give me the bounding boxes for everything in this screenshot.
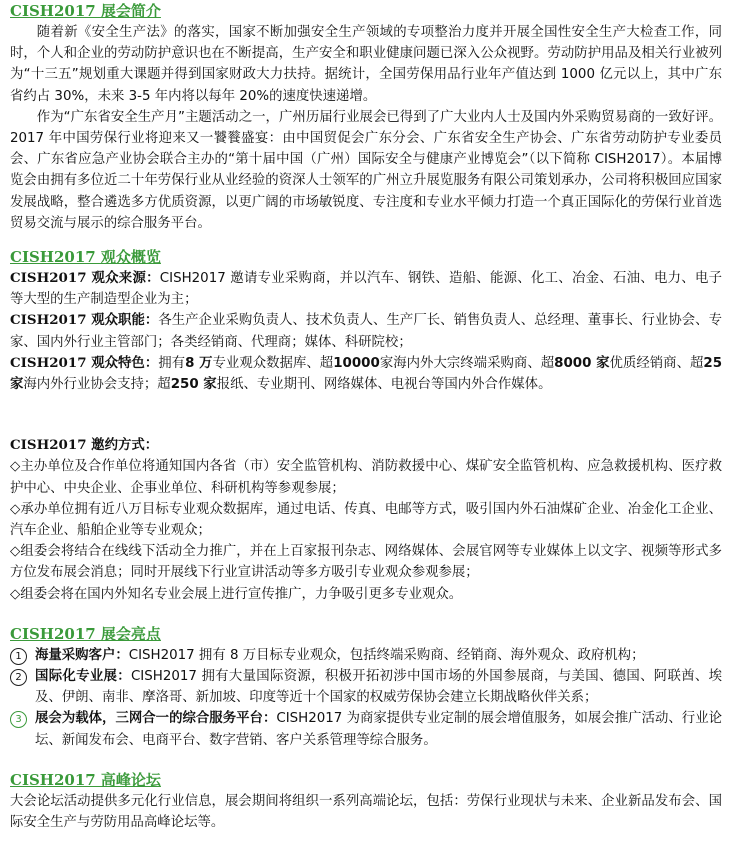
features-number-1: 8 万	[185, 355, 213, 371]
number-3-icon: 3	[10, 711, 27, 728]
highlight-item	[10, 708, 722, 750]
features-text-4: 优质经销商、超	[609, 355, 704, 371]
invite-item-4: ◇组委会将在国内外知名专业会展上进行宣传推广，力争吸引更多专业观众。	[10, 586, 463, 602]
article	[10, 0, 722, 833]
number-1-icon: 1	[10, 648, 27, 665]
intro-paragraph-2: 作为“广东省安全生产月”主题活动之一，广州历届行业展会已得到了广大业内人士及国内外采购贸易商的一致好评。2017 年中国劳保行业将迎来又一饕餮盛宴：由中国贸促会广东分会、广东省安全生产协会、广东省劳动防护专业委员会、广东省应急产业协会联合主办的“第十届中国（广州）国际安全与健康产业博览会”（以下简称 CISH2017）。本届博览会由拥有多位近二十年劳保行业从业经验的资深人士领军的广州立升展览服务有限公司策划承办，公司将积极回应国家发展战略，整合遴选多方优质资源，以更广阔的市场敏锐度、专注度和专业水平倾力打造一个真正国际化的劳保行业首选贸易交流与展示的综合服务平台。	[10, 109, 722, 231]
section-heading-intro: CISH2017 展会简介	[10, 2, 161, 20]
invite-item-1: ◇主办单位及合作单位将通知国内各省（市）安全监管机构、消防救援中心、煤矿安全监管机构、应急救援机构、医疗救护中心、中央企业、企事业单位、科研机构等参观参展；	[10, 459, 722, 496]
audience-features-label: CISH2017 观众特色：	[10, 354, 159, 371]
audience-source-label: CISH2017 观众来源：	[10, 270, 160, 287]
audience-source-text: CISH2017 邀请专业采购商，并以汽车、钢铁、造船、能源、化工、冶金、石油、电力、电子等大型的生产制造型企业为主；	[10, 271, 722, 308]
features-number-4: 25 家	[10, 355, 723, 393]
features-text-3: 家海内外大宗终端采购商、超	[379, 355, 555, 371]
section-heading-forum: CISH2017 高峰论坛	[10, 770, 161, 789]
features-text-1: 拥有	[158, 355, 186, 371]
audience-roles-text: 各生产企业采购负责人、技术负责人、生产厂长、销售负责人、总经理、董事长、行业协会、专家、国内外行业主管部门；各类经销商、代理商；媒体、科研院校；	[10, 313, 722, 350]
invite-item-3: ◇组委会将结合在线线下活动全力推广，并在上百家报刊杂志、网络媒体、会展官网等专业媒体上以文字、视频等形式多方位发布展会消息；同时开展线下行业宣讲活动等多方吸引专业观众参观参展；	[10, 544, 722, 581]
highlight-label: 展会为载体，三网合一的综合服务平台：	[35, 710, 277, 727]
audience-roles-label: CISH2017 观众职能：	[10, 312, 159, 329]
highlight-item	[10, 645, 722, 666]
invite-label: CISH2017 邀约方式：	[10, 437, 159, 454]
audience-features	[10, 353, 722, 395]
highlight-text: CISH2017 为商家提供专业定制的展会增值服务，如展会推广活动、行业论坛、新闻发布会、电商平台、数字营销、客户关系管理等综合服务。	[35, 711, 723, 748]
features-number-3: 8000 家	[554, 355, 610, 371]
intro-paragraph-1: 随着新《安全生产法》的落实，国家不断加强安全生产领域的专项整治力度并开展全国性安全生产大检查工作，同时，个人和企业的劳动防护意识也在不断提高，生产安全和职业健康问题已深入公众视野。劳动防护用品及相关行业被列为“十三五”规划重大课题并得到国家财政大力扶持。据统计，全国劳保用品行业年产值达到 1000 亿元以上，其中广东省约占 30%，未来 3-5 年内将以每年 20%的速度快速递增。	[10, 25, 722, 104]
highlight-label: 海量采购客户：	[35, 646, 129, 663]
audience-source	[10, 268, 722, 310]
forum-paragraph: 大会论坛活动提供多元化行业信息，展会期间将组织一系列高端论坛，包括：劳保行业现状与未来、企业新品发布会、国际安全生产与劳防用品高峰论坛等。	[10, 793, 722, 831]
features-number-2: 10000	[333, 355, 380, 371]
features-text-5: 海内外行业协会支持；超	[23, 377, 171, 393]
section-heading-highlights: CISH2017 展会亮点	[10, 624, 161, 643]
highlight-text: CISH2017 拥有 8 万目标专业观众，包括终端采购商、经销商、海外观众、政府机构；	[128, 647, 645, 663]
features-number-5: 250 家	[170, 377, 217, 393]
features-text-2: 专业观众数据库、超	[212, 355, 334, 371]
highlight-text: CISH2017 拥有大量国际资源，积极开拓初涉中国市场的外国参展商，与美国、德国、阿联酋、埃及、伊朗、南非、摩洛哥、新加坡、印度等近十个国家的权威劳保协会建立长期战略伙伴关系；	[35, 669, 723, 706]
highlight-label: 国际化专业展：	[35, 668, 131, 685]
audience-roles	[10, 310, 722, 352]
section-heading-audience: CISH2017 观众概览	[10, 248, 161, 267]
highlight-item	[10, 666, 722, 708]
features-text-6: 报纸、专业期刊、网络媒体、电视台等国内外合作媒体。	[216, 377, 552, 393]
number-2-icon: 2	[10, 669, 27, 686]
invite-item-2: ◇承办单位拥有近八万目标专业观众数据库，通过电话、传真、电邮等方式，吸引国内外石油煤矿企业、冶金化工企业、汽车企业、船舶企业等专业观众；	[10, 501, 722, 539]
